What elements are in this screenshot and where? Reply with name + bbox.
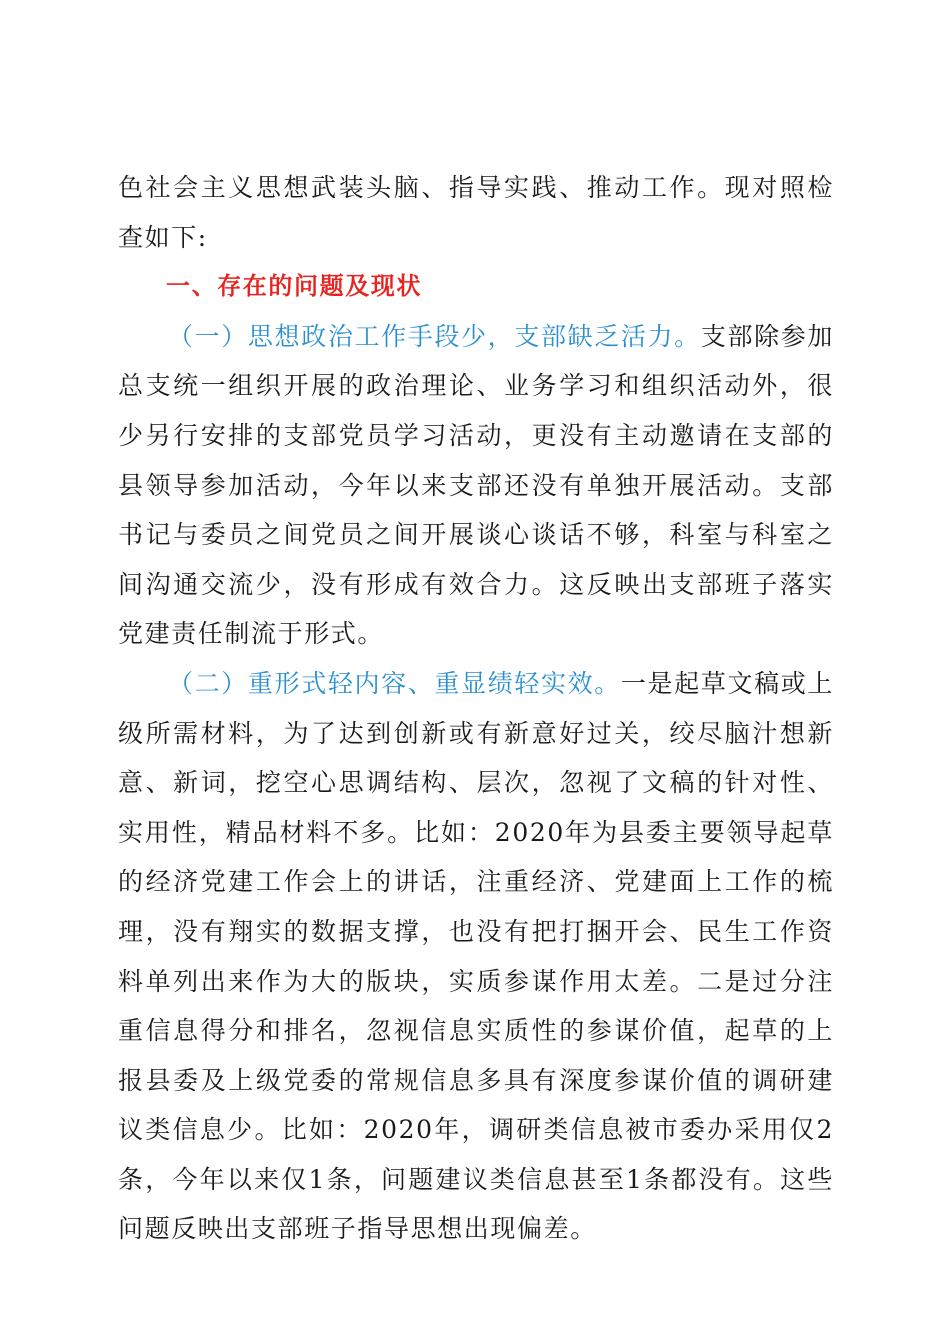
item-2-heading: （二）重形式轻内容、重显绩轻实效。: [168, 668, 621, 698]
item-2-body: 一是起草文稿或上级所需材料，为了达到创新或有新意好过关，绞尽脑汁想新意、新词，挖空心思调结构、层次，忽视了文稿的针对性、实用性，精品材料不多。比如：2020年为县委主要领导起草的经济党建工作会上的讲话，注重经济、党建面上工作的梳理，没有翔实的数据支撑，也没有把打捆开会、民生工作资料单列出来作为大的版块，实质参谋作用太差。二是过分注重信息得分和排名，忽视信息实质性的参谋价值，起草的上报县委及上级党委的常规信息多具有深度参谋价值的调研建议类信息少。比如：2020年，调研类信息被市委办采用仅2条，今年以来仅1条，问题建议类信息甚至1条都没有。这些问题反映出支部班子指导思想出现偏差。: [118, 668, 834, 1244]
section-heading-text: 一、存在的问题及现状: [166, 272, 422, 301]
section-heading: [118, 262, 834, 312]
intro-text: 色社会主义思想武装头脑、指导实践、推动工作。现对照检查如下:: [118, 173, 834, 252]
item-1-heading: （一）思想政治工作手段少，支部缺乏活力。: [168, 321, 701, 351]
intro-paragraph: [118, 163, 834, 262]
item-1-body: 支部除参加总支统一组织开展的政治理论、业务学习和组织活动外，很少另行安排的支部党员学习活动，更没有主动邀请在支部的县领导参加活动，今年以来支部还没有单独开展活动。支部书记与委员之间党员之间开展谈心谈话不够，科室与科室之间沟通交流少，没有形成有效合力。这反映出支部班子落实党建责任制流于形式。: [118, 321, 834, 649]
item-1-paragraph: [118, 312, 834, 659]
document-body: [118, 163, 834, 1254]
item-2-paragraph: [118, 659, 834, 1254]
